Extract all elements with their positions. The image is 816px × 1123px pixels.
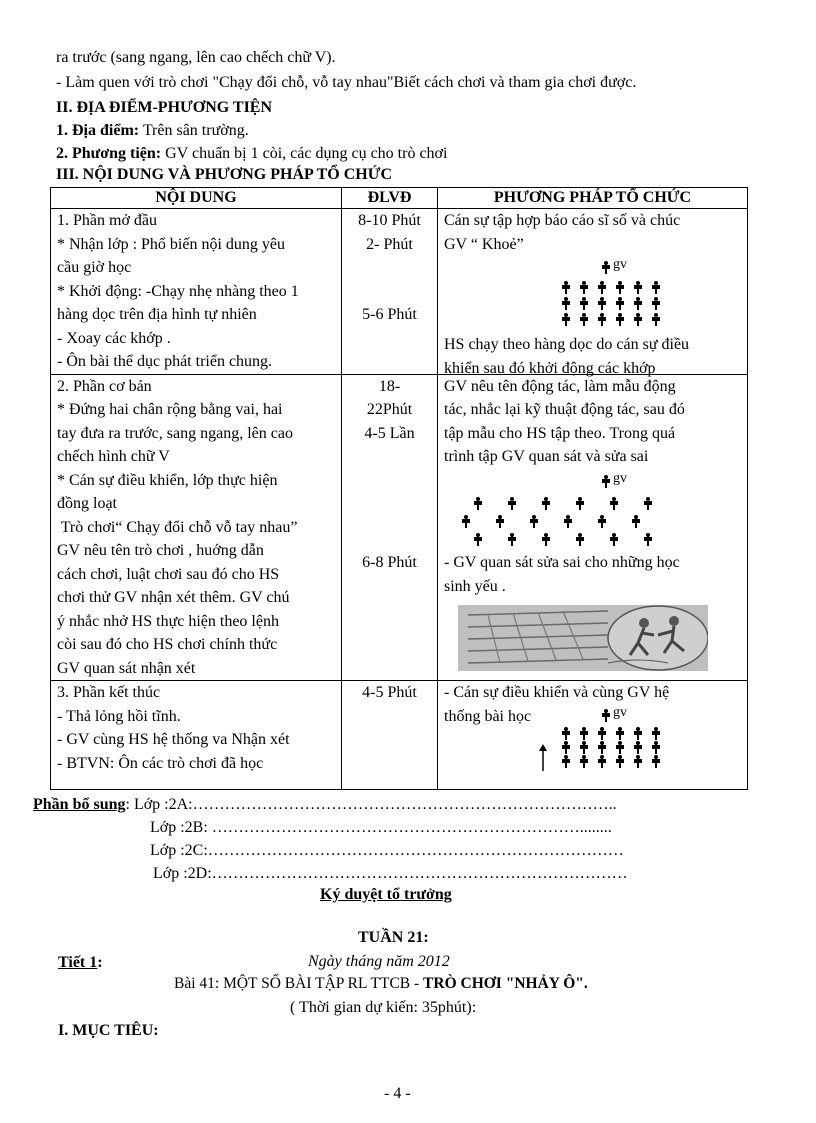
student-figure-icon <box>598 755 605 768</box>
place-label: 1. Địa điểm: <box>56 122 140 139</box>
arrow-up-icon <box>538 743 548 771</box>
student-figure-icon <box>474 497 481 510</box>
supplement-2c: Lớp :2C:…………………………………………………………………… <box>150 842 624 859</box>
game-illustration <box>458 605 708 671</box>
method-line: sinh yếu . <box>444 577 506 595</box>
student-figure-icon <box>652 281 659 294</box>
dose-value: 4-5 Phút <box>362 684 417 701</box>
student-figure-icon <box>580 281 587 294</box>
content-line: * Đứng hai chân rộng bằng vai, hai <box>57 401 283 418</box>
student-figure-icon <box>580 741 587 754</box>
content-line: Trò chơi“ Chạy đổi chỗ vỗ tay nhau” <box>57 518 298 536</box>
content-line: - GV cùng HS hệ thống va Nhận xét <box>57 731 290 748</box>
method-line: trình tập GV quan sát và sửa sai <box>444 448 649 465</box>
table-row <box>51 209 748 375</box>
student-figure-icon <box>634 281 641 294</box>
place-line <box>56 121 249 140</box>
content-line: - BTVN: Ôn các trò chơi đã học <box>57 754 264 772</box>
student-figure-icon <box>616 755 623 768</box>
student-figure-icon <box>474 533 481 546</box>
student-figure-icon <box>616 727 623 740</box>
content-line: ý nhắc nhở HS thực hiện theo lệnh <box>57 612 279 630</box>
student-figure-icon <box>652 297 659 310</box>
intro-line-1: ra trước (sang ngang, lên cao chếch chữ V). <box>56 49 336 66</box>
method-line: HS chạy theo hàng dọc do cán sự điều <box>444 336 690 353</box>
method-line: - GV quan sát sửa sai cho những học <box>444 553 680 571</box>
teacher-figure-icon <box>602 709 609 722</box>
student-figure-icon <box>652 755 659 768</box>
method-line: GV “ Khoẻ” <box>444 235 524 253</box>
lesson-title-prefix: Bài 41: MỘT SỐ BÀI TẬP RL TTCB - <box>174 975 424 992</box>
student-figure-icon <box>580 297 587 310</box>
dose-value: 18- <box>378 377 401 395</box>
student-figure-icon <box>616 313 623 326</box>
student-figure-icon <box>496 515 503 528</box>
student-figure-icon <box>508 533 515 546</box>
page-number: - 4 - <box>384 1085 411 1102</box>
content-line: 3. Phần kết thúc <box>57 684 161 701</box>
method-line: Cán sự tập hợp báo cáo sĩ số và chúc <box>444 212 681 229</box>
student-figure-icon <box>644 533 651 546</box>
student-figure-icon <box>644 497 651 510</box>
dose-value: 4-5 Lần <box>364 424 415 442</box>
table-row <box>51 374 748 681</box>
student-figure-icon <box>634 741 641 754</box>
lesson-label: Tiết 1 <box>58 954 98 971</box>
method-line: - Cán sự điều khiển và cùng GV hệ <box>444 684 670 701</box>
content-line: * Cán sự điều khiển, lớp thực hiện <box>57 471 278 489</box>
objective-heading: I. MỤC TIÊU: <box>58 1022 159 1039</box>
supplement-label: Phần bổ sung <box>33 796 126 813</box>
student-figure-icon <box>462 515 469 528</box>
dose-value: 22Phút <box>366 401 413 418</box>
student-figure-icon <box>634 755 641 768</box>
student-figure-icon <box>562 281 569 294</box>
supplement-2d: Lớp :2D:…………………………………………………………………… <box>153 865 628 882</box>
student-figure-icon <box>580 755 587 768</box>
student-figure-icon <box>616 281 623 294</box>
content-line: 1. Phần mở đầu <box>57 212 158 229</box>
content-line: chơi thử GV nhận xét thêm. GV chú <box>57 589 290 606</box>
student-figure-icon <box>634 727 641 740</box>
content-line: - Thả lỏng hồi tĩnh. <box>57 707 181 725</box>
student-figure-icon <box>610 497 617 510</box>
content-line: * Nhận lớp : Phổ biến nội dung yêu <box>57 235 285 253</box>
method-line: tập mẫu cho HS tập theo. Trong quá <box>444 424 676 442</box>
header-dose: ĐLVĐ <box>342 188 438 209</box>
student-figure-icon <box>598 727 605 740</box>
content-line: * Khởi động: -Chạy nhẹ nhàng theo 1 <box>57 282 299 300</box>
teacher-figure-icon <box>602 261 609 274</box>
table-header-row <box>51 188 748 209</box>
lesson-line: Tiết 1: <box>58 954 103 971</box>
content-table <box>50 187 748 790</box>
lesson-title-game: TRÒ CHƠI "NHẢY Ô". <box>423 975 588 992</box>
lesson-title <box>174 975 588 994</box>
student-figure-icon <box>562 297 569 310</box>
student-figure-icon <box>562 727 569 740</box>
student-figure-icon <box>598 281 605 294</box>
student-figure-icon <box>580 313 587 326</box>
content-line: cầu giờ học <box>57 259 132 276</box>
method-line: thống bài học <box>444 707 532 725</box>
student-figure-icon <box>598 313 605 326</box>
content-line: GV quan sát nhận xét <box>57 659 196 677</box>
header-method: PHƯƠNG PHÁP TỔ CHỨC <box>438 188 748 209</box>
student-figure-icon <box>562 313 569 326</box>
student-figure-icon <box>598 297 605 310</box>
student-figure-icon <box>580 727 587 740</box>
content-line: 2. Phần cơ bản <box>57 377 152 395</box>
student-figure-icon <box>508 497 515 510</box>
supplement-2a: : Lớp :2A:…………………………………………………………………….. <box>125 796 617 813</box>
dose-value: 5-6 Phút <box>362 306 417 323</box>
dose-value: 8-10 Phút <box>358 212 421 229</box>
student-figure-icon <box>576 497 583 510</box>
tools-line <box>56 144 447 163</box>
method-line: tác, nhắc lại kỹ thuật động tác, sau đó <box>444 401 685 418</box>
header-content: NỘI DUNG <box>51 188 342 209</box>
supplement-2b: Lớp :2B: ……………………………………………………………........ <box>150 819 612 836</box>
gv-label: gv <box>613 257 627 272</box>
intro-line-2: - Làm quen với trò chơi "Chạy đổi chỗ, vỗ tay nhau"Biết cách chơi và tham gia chơi được. <box>56 74 637 91</box>
place-text: Trên sân trường. <box>139 122 249 139</box>
method-line: khiển sau đó khởi động các khớp <box>444 360 656 377</box>
student-figure-icon <box>598 741 605 754</box>
student-figure-icon <box>542 497 549 510</box>
gv-label: gv <box>613 470 627 486</box>
student-figure-icon <box>632 515 639 528</box>
lesson-date: Ngày tháng năm 2012 <box>308 953 450 970</box>
student-figure-icon <box>562 755 569 768</box>
student-figure-icon <box>562 741 569 754</box>
week-heading: TUẦN 21: <box>358 929 429 946</box>
student-figure-icon <box>598 515 605 528</box>
teacher-figure-icon <box>602 475 609 488</box>
content-line: GV nêu tên trò chơi , huớng dẫn <box>57 542 264 559</box>
content-line: chếch hình chữ V <box>57 448 170 465</box>
student-figure-icon <box>634 297 641 310</box>
student-figure-icon <box>564 515 571 528</box>
table-row <box>51 681 748 790</box>
method-line: GV nêu tên động tác, làm mẫu động <box>444 377 676 395</box>
student-figure-icon <box>610 533 617 546</box>
dose-value: 6-8 Phút <box>362 553 417 571</box>
student-figure-icon <box>616 297 623 310</box>
section-2-heading: II. ĐỊA ĐIỂM-PHƯƠNG TIỆN <box>56 99 273 116</box>
student-figure-icon <box>652 741 659 754</box>
content-line: - Xoay các khớp . <box>57 329 171 347</box>
student-figure-icon <box>634 313 641 326</box>
student-figure-icon <box>616 741 623 754</box>
content-line: đồng loạt <box>57 495 117 512</box>
dose-value: 2- Phút <box>366 235 413 253</box>
content-line: cách chơi, luật chơi sau đó cho HS <box>57 565 280 583</box>
approval-label: Ký duyệt tổ trưởng <box>320 886 452 903</box>
supplement-line-2a <box>33 795 617 814</box>
gv-label: gv <box>613 705 627 720</box>
content-line: còi sau đó cho HS chơi chính thức <box>57 636 278 653</box>
content-line: - Ôn bài thể dục phát triển chung. <box>57 353 273 370</box>
duration-note: ( Thời gian dự kiến: 35phút): <box>290 999 477 1016</box>
student-figure-icon <box>652 313 659 326</box>
tools-text: GV chuẩn bị 1 còi, các dụng cụ cho trò chơi <box>161 145 448 162</box>
tools-label: 2. Phương tiện: <box>56 145 162 162</box>
content-line: hàng dọc trên địa hình tự nhiên <box>57 306 257 323</box>
section-3-heading: III. NỘI DUNG VÀ PHƯƠNG PHÁP TỔ CHỨC <box>56 166 393 183</box>
student-figure-icon <box>530 515 537 528</box>
student-figure-icon <box>576 533 583 546</box>
student-figure-icon <box>652 727 659 740</box>
content-line: tay đưa ra trước, sang ngang, lên cao <box>57 424 293 442</box>
student-figure-icon <box>542 533 549 546</box>
